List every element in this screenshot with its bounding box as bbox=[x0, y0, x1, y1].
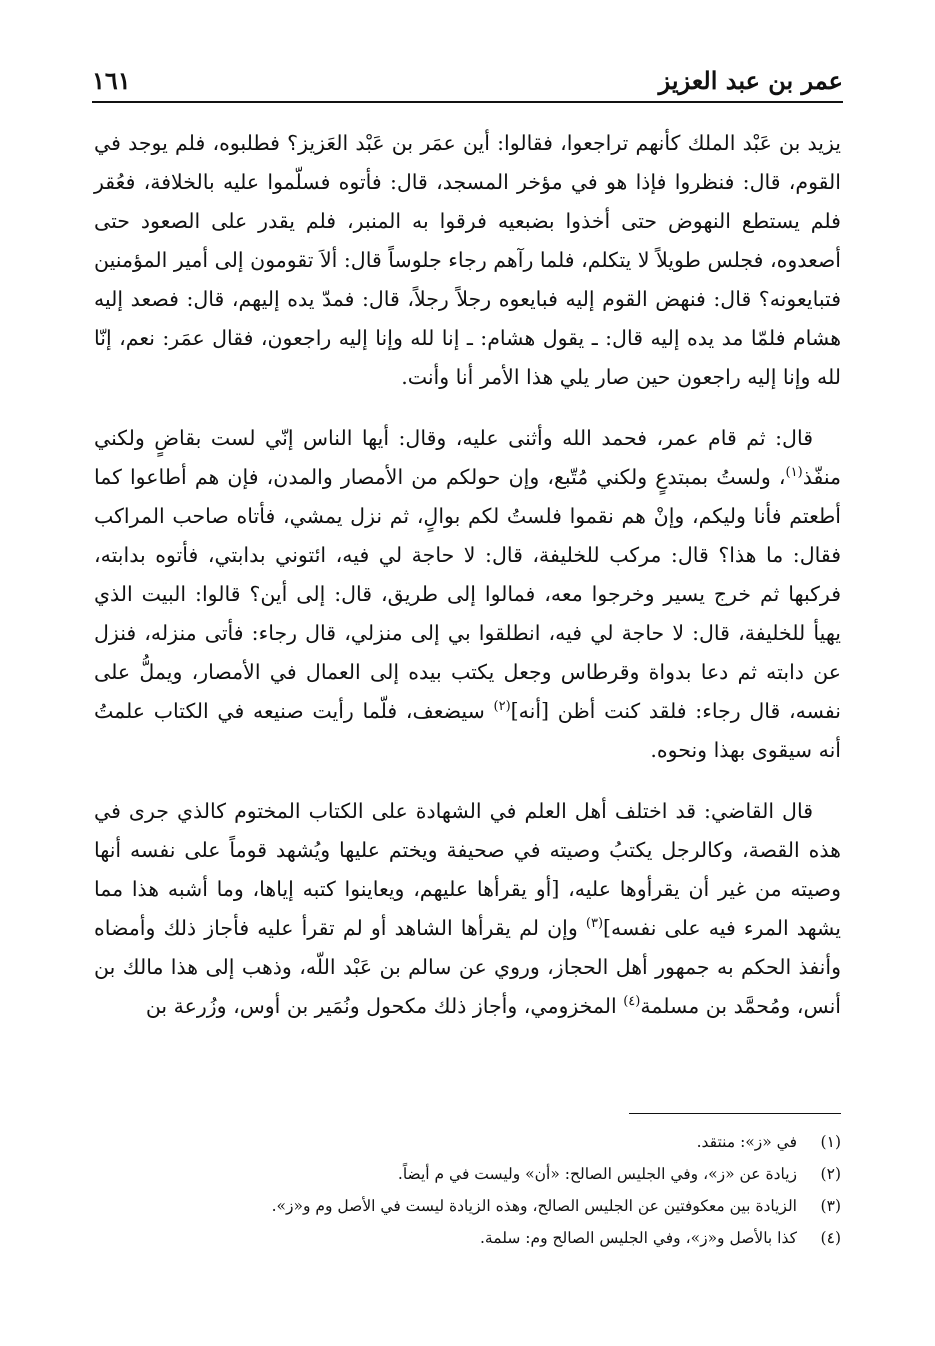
paragraph-text: المخزومي، وأجاز ذلك مكحول ونُمَير بن أوس، وزُرعة بن bbox=[145, 994, 624, 1018]
footnote-text: زيادة عن «ز»، وفي الجليس الصالح: «أن» وليست في م أيضاً. bbox=[397, 1165, 797, 1183]
footnote-rule bbox=[629, 1113, 841, 1114]
main-text bbox=[94, 124, 841, 1048]
paragraph-1 bbox=[94, 124, 841, 397]
footnote-ref-3: (٣) bbox=[585, 916, 604, 932]
footnote-item bbox=[94, 1190, 841, 1222]
running-title: عمر بن عبد العزيز bbox=[658, 66, 843, 95]
footnote-text: في «ز»: منتقد. bbox=[696, 1133, 797, 1151]
page-number: ١٦١ bbox=[92, 66, 131, 95]
footnote-number: (٢) bbox=[820, 1165, 841, 1183]
header-rule bbox=[92, 101, 843, 103]
footnote-number: (٤) bbox=[820, 1229, 841, 1247]
footnote-text: كذا بالأصل و«ز»، وفي الجليس الصالح وم: سلمة. bbox=[480, 1229, 797, 1247]
paragraph-text: يزيد بن عَبْد الملك كأنهم تراجعوا، فقالوا: أين عمَر بن عَبْد العَزيز؟ فطلبوه، فلم يوجد في القوم، قال: فنظروا فإذا هو في مؤخر المسجد، قال: فأتوه فسلّموا عليه بالخلافة، فعُقر فلم يستطع النهوض حتى أخذوا بضبعيه فرقوا به المنبر، فلم يقدر على الصعود حتى أصعدوه، فجلس طويلاً لا يتكلم، فلما رآهم رجاء جلوساً قال: ألاَ تقومون إلى أمير المؤمنين فتبايعونه؟ قال: فنهض القوم إليه فبايعوه رجلاً رجلاً، قال: فمدّ يده إليهم، قال: فصعد إليه هشام فلمّا مد يده إليه قال: ـ يقول هشام: ـ إنا لله وإنا إليه راجعون، فقال عمَر: نعم، إنّا لله وإنا إليه راجعون حين صار يلي هذا الأمر أنا وأنت. bbox=[94, 131, 842, 389]
footnote-number: (٣) bbox=[820, 1197, 841, 1215]
footnote-number: (١) bbox=[820, 1133, 841, 1151]
paragraph-text: قال: ثم قام عمر، فحمد الله وأثنى عليه، وقال: أيها الناس إنّي لست بقاضٍ ولكني منفّذ bbox=[94, 426, 841, 489]
footnote-ref-2: (٢) bbox=[493, 699, 511, 715]
footnote-item bbox=[94, 1158, 841, 1190]
footnote-item bbox=[94, 1222, 841, 1254]
footnote-ref-1: (١) bbox=[785, 465, 803, 481]
paragraph-text: قال القاضي: قد اختلف أهل العلم في الشهادة على الكتاب المختوم كالذي جرى في هذه القصة، وكالرجل يكتبُ وصيته في صحيفة ويختم عليها ويُشهد قوماً على نفسه أنها وصيته من غير أن يقرأوها عليه، [أو يقرأها عليهم، ويعاينوا كتبه إياها، وما أشبه هذا مما يشهد المرء فيه على نفسه] bbox=[94, 799, 841, 940]
paragraph-text: سيضعف، فلّما رأيت صنيعه في الكتاب علمتُ أنه سيقوى بهذا ونحوه. bbox=[94, 699, 841, 762]
footnote-item bbox=[94, 1126, 841, 1158]
footnote-ref-4: (٤) bbox=[623, 994, 641, 1010]
footnote-text: الزيادة بين معكوفتين عن الجليس الصالح، وهذه الزيادة ليست في الأصل وم و«ز». bbox=[271, 1197, 797, 1215]
page-header bbox=[92, 58, 843, 98]
footnotes bbox=[94, 1126, 841, 1254]
paragraph-2 bbox=[94, 419, 841, 770]
paragraph-text: وإن لم يقرأها الشاهد أو لم تقرأ عليه فأجاز ذلك وأمضاه وأنفذ الحكم به جمهور أهل الحجاز، وروي عن سالم بن عَبْد اللّه، وذهب إلى هذا مالك بن أنس، ومُحمَّد بن مسلمة bbox=[94, 916, 841, 1018]
paragraph-text: ، ولستُ بمبتدعٍ ولكني مُتّبع، وإن حولكم من الأمصار والمدن، فإن هم أطاعوا كما أطعتم فأنا وليكم، وإنْ هم نقموا فلستُ لكم بوالٍ، ثم نزل يمشي، فأتاه صاحب المراكب فقال: ما هذا؟ قال: مركب للخليفة، قال: لا حاجة لي فيه، ائتوني بدابتي، فأتوه بدابته، فركبها ثم خرج يسير وخرجوا معه، فمالوا إلى طريق، قال: إلى أين؟ قالوا: البيت الذي يهيأ للخليفة، قال: لا حاجة لي فيه، انطلقوا بي إلى منزلي، قال رجاء: فأتى منزله، فنزل عن دابته ثم دعا بدواة وقرطاس وجعل يكتب بيده إلى العمال في الأمصار، ويملُّ على نفسه، قال رجاء: فلقد كنت أظن [أنه] bbox=[94, 465, 842, 723]
paragraph-3 bbox=[94, 792, 841, 1026]
